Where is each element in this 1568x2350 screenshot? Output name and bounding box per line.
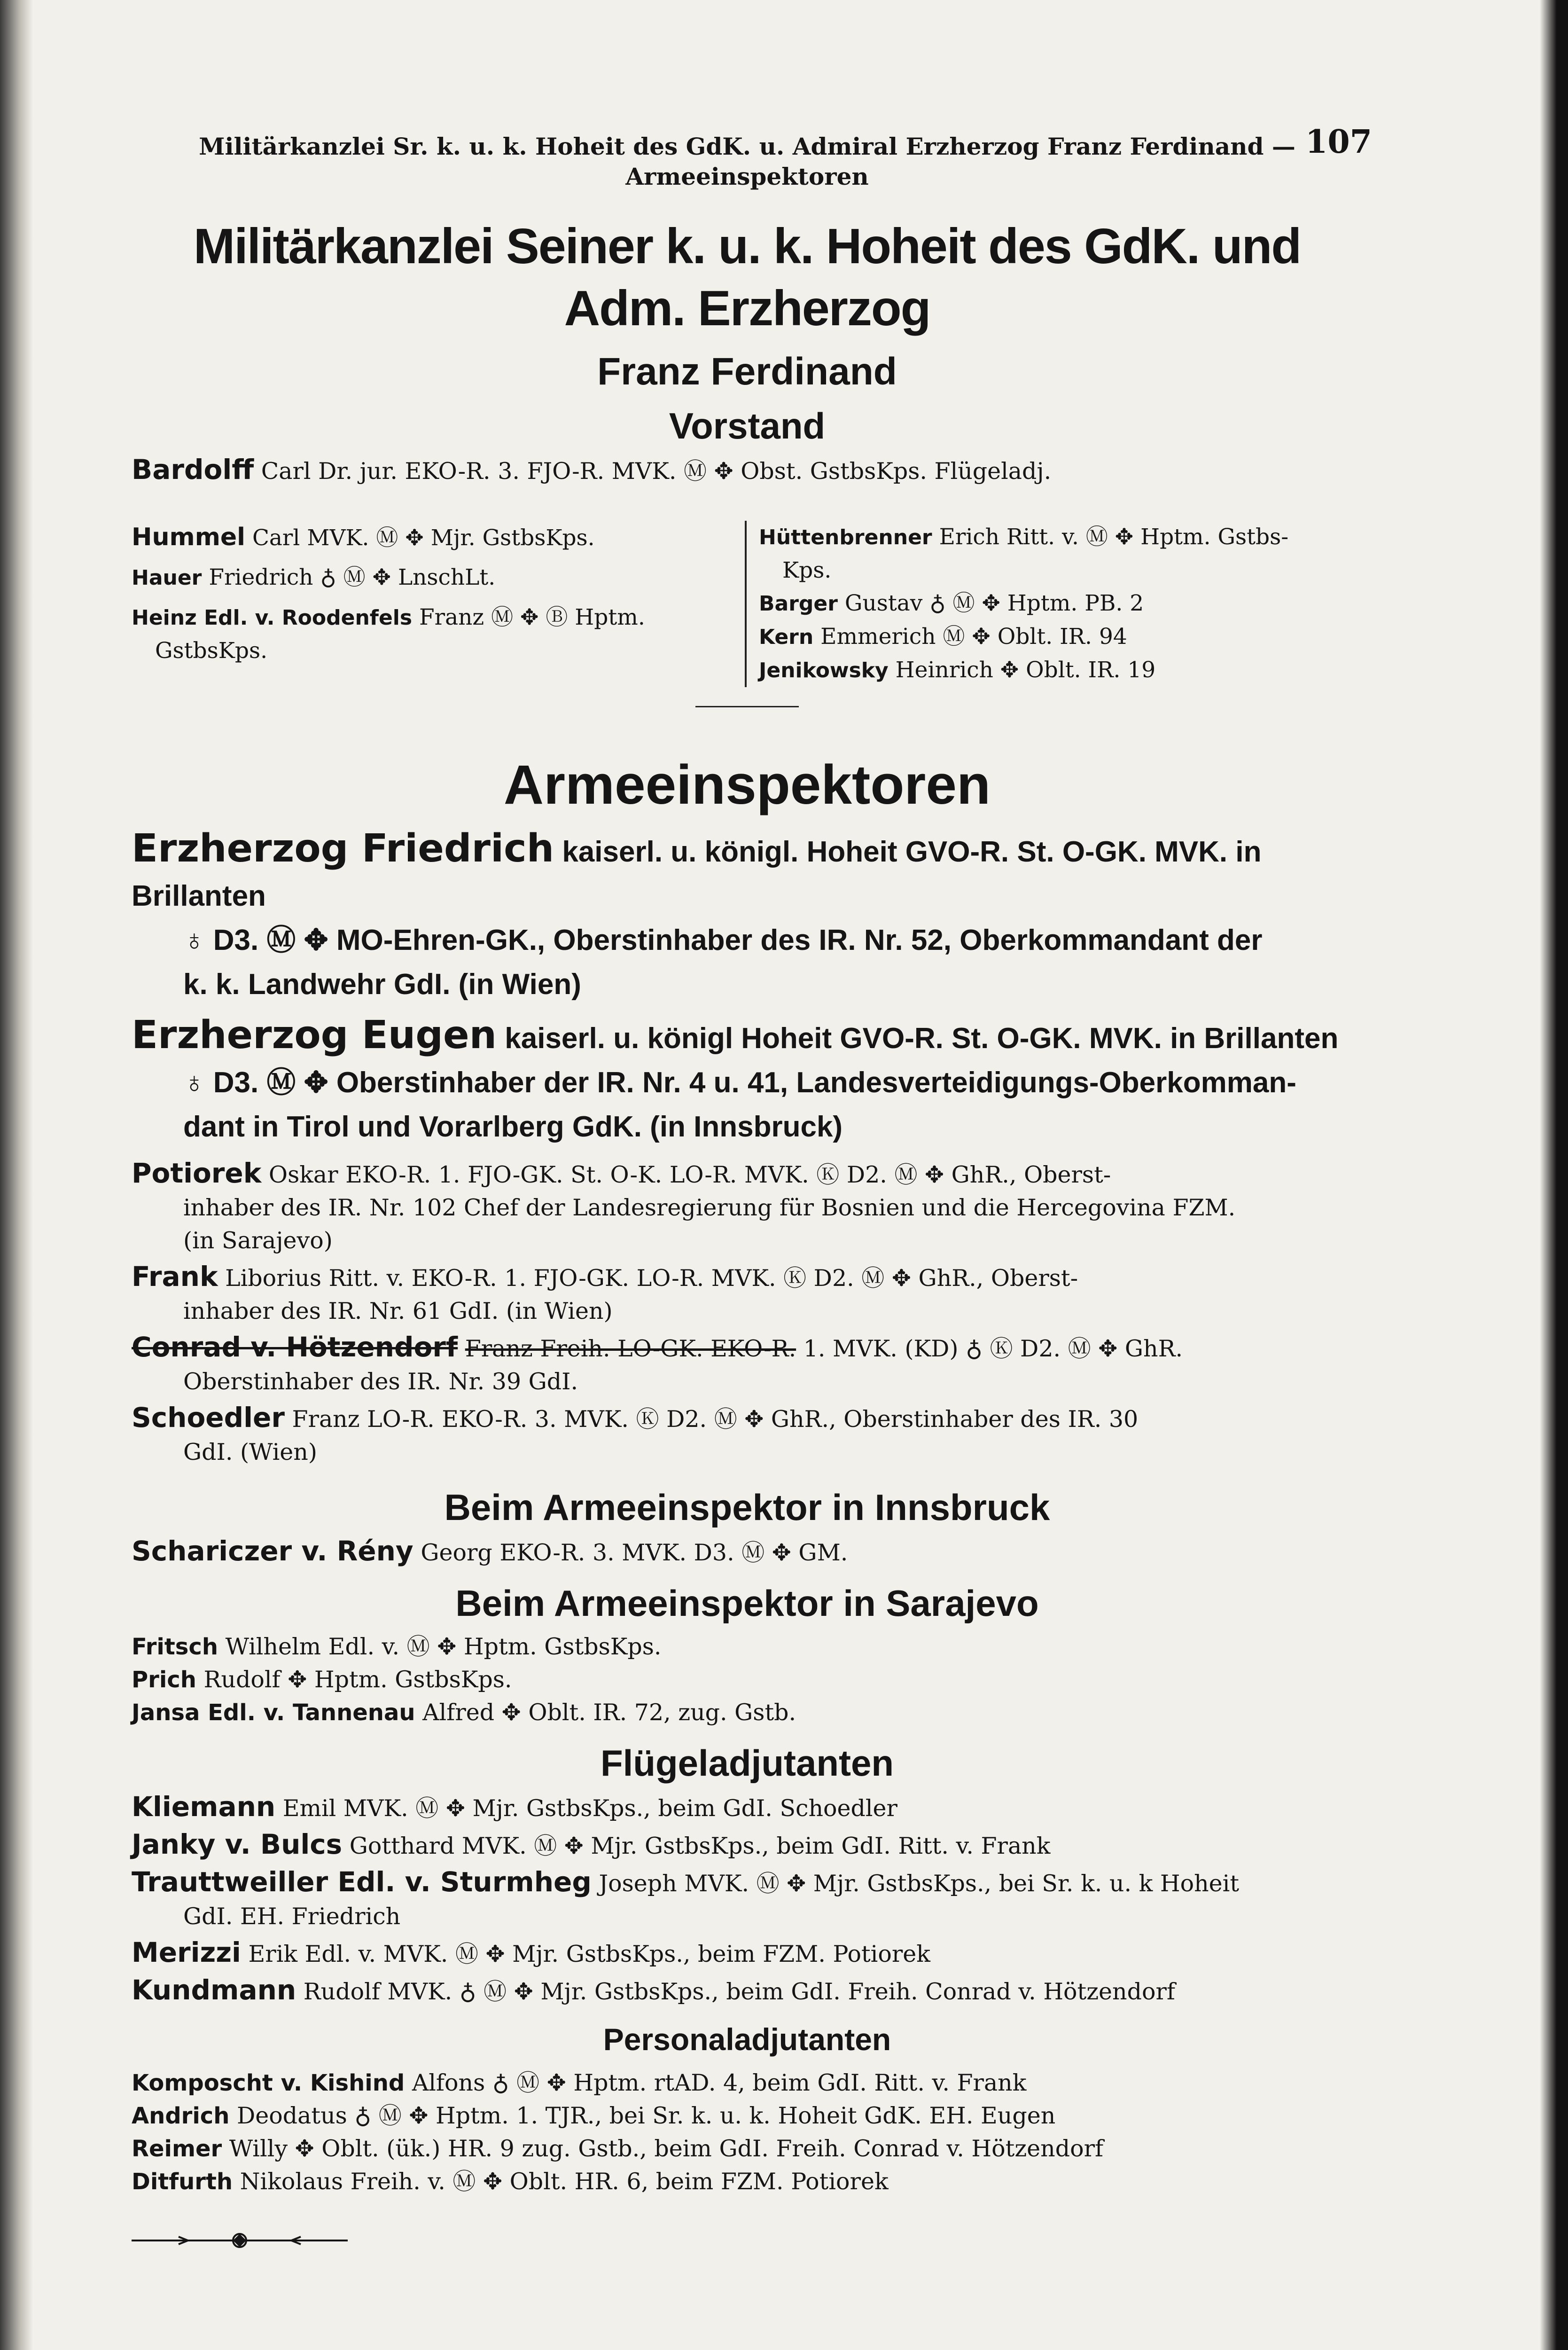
entry-details: 1. MVK. (KD) ♁ Ⓚ D2. Ⓜ ✥ GhR. — [803, 1335, 1183, 1362]
entry-name: Prich — [132, 1667, 196, 1693]
page-title — [132, 215, 1363, 339]
entry-name: Fritsch — [132, 1634, 218, 1660]
list-item — [132, 561, 735, 595]
entry-details: Nikolaus Freih. v. Ⓜ ✥ Oblt. HR. 6, beim FZM. Potiorek — [240, 2168, 889, 2195]
entry-continuation: inhaber des IR. Nr. 102 Chef der Landesregierung für Bosnien und die Hercegovina FZM. — [183, 1194, 1236, 1221]
running-header-line2: Armeeinspektoren — [625, 163, 869, 190]
list-item — [132, 827, 1363, 1007]
entry-name: Erzherzog Eugen — [132, 1013, 497, 1058]
vorstand-heading: Vorstand — [669, 405, 826, 446]
scan-edge-right — [1540, 0, 1568, 2350]
entry-details: Liborius Ritt. v. EKO-R. 1. FJO-GK. LO-R. MVK. Ⓚ D2. Ⓜ ✥ GhR., Oberst- — [225, 1265, 1078, 1292]
section-divider — [695, 706, 799, 707]
entry-name: Kliemann — [132, 1791, 276, 1823]
entry-continuation: GdI. EH. Friedrich — [183, 1903, 401, 1930]
list-item — [132, 2165, 1363, 2198]
page-title-line2: Franz Ferdinand — [597, 350, 897, 393]
entry-details: Carl Dr. jur. EKO-R. 3. FJO-R. MVK. Ⓜ ✥ Obst. GstbsKps. Flügeladj. — [261, 458, 1052, 485]
entry-name: Frank — [132, 1261, 218, 1292]
entry-details: Rudolf MVK. ♁ Ⓜ ✥ Mjr. GstbsKps., beim GdI. Freih. Conrad v. Hötzendorf — [303, 1978, 1176, 2005]
list-item — [132, 1663, 1363, 1696]
entry-name: Trauttweiller Edl. v. Sturmheg — [132, 1866, 592, 1898]
entry-continuation: Kps. — [782, 557, 832, 583]
list-item — [132, 1013, 1363, 1149]
entry-continuation: Oberstinhaber des IR. Nr. 39 GdI. — [183, 1368, 578, 1395]
entry-details: Gustav ♁ Ⓜ ✥ Hptm. PB. 2 — [844, 590, 1144, 616]
entry-name: Jenikowsky — [759, 658, 889, 682]
armeeinspektoren-heading: Armeeinspektoren — [503, 754, 991, 816]
entry-continuation: GstbsKps. — [155, 638, 268, 664]
entry-continuation: (in Sarajevo) — [183, 1227, 333, 1254]
sarajevo-heading: Beim Armeeinspektor in Sarajevo — [455, 1582, 1039, 1624]
list-item — [132, 1535, 1363, 1569]
entry-details: Emmerich Ⓜ ✥ Oblt. IR. 94 — [820, 624, 1127, 650]
entry-name: Heinz Edl. v. Roodenfels — [132, 606, 413, 630]
entry-details: Wilhelm Edl. v. Ⓜ ✥ Hptm. GstbsKps. — [225, 1633, 662, 1660]
entry-details: Rudolf ✥ Hptm. GstbsKps. — [203, 1666, 512, 1693]
vorstand-entry — [132, 453, 1363, 488]
page-title-line1: Militärkanzlei Seiner k. u. k. Hoheit des GdK. und Adm. Erzherzog — [193, 219, 1301, 336]
list-item — [132, 1974, 1363, 2008]
entry-name: Merizzi — [132, 1936, 241, 1968]
staff-columns — [132, 521, 1363, 687]
entry-name: Reimer — [132, 2136, 222, 2162]
entry-details: Emil MVK. Ⓜ ✥ Mjr. GstbsKps., beim GdI. Schoedler — [282, 1795, 897, 1822]
entry-continuation: ♁ D3. Ⓜ ✥ Oberstinhaber der IR. Nr. 4 u. 41, Landesverteidigungs-Oberkomman- — [183, 1066, 1296, 1099]
list-item — [132, 1401, 1363, 1469]
entry-details: Erik Edl. v. MVK. Ⓜ ✥ Mjr. GstbsKps., beim FZM. Potiorek — [248, 1941, 930, 1967]
list-item — [132, 2132, 1363, 2165]
entry-name: Bardolff — [132, 454, 254, 486]
list-item — [759, 620, 1363, 654]
list-item — [759, 521, 1363, 587]
entry-name: Ditfurth — [132, 2169, 233, 2195]
list-item — [132, 1630, 1363, 1663]
entry-name: Hüttenbrenner — [759, 525, 932, 549]
entry-name: Schariczer v. Rény — [132, 1535, 413, 1567]
entry-continuation: ♁ D3. Ⓜ ✥ MO-Ehren-GK., Oberstinhaber des IR. Nr. 52, Oberkommandant der — [183, 924, 1263, 956]
entry-name: Jansa Edl. v. Tannenau — [132, 1700, 415, 1726]
entry-continuation: GdI. (Wien) — [183, 1439, 317, 1465]
entry-details: Deodatus ♁ Ⓜ ✥ Hptm. 1. TJR., bei Sr. k. u. k. Hoheit GdK. EH. Eugen — [237, 2102, 1056, 2129]
entry-details: Willy ✥ Oblt. (ük.) HR. 9 zug. Gstb., beim GdI. Freih. Conrad v. Hötzendorf — [229, 2135, 1104, 2162]
entry-details: Oskar EKO-R. 1. FJO-GK. St. O-K. LO-R. MVK. Ⓚ D2. Ⓜ ✥ GhR., Oberst- — [268, 1161, 1111, 1188]
list-item — [132, 521, 735, 555]
list-item — [132, 1790, 1363, 1825]
list-item — [132, 1865, 1363, 1933]
staff-column-right — [745, 521, 1363, 687]
list-item — [132, 601, 735, 667]
list-item — [759, 587, 1363, 620]
entry-name: Andrich — [132, 2103, 230, 2129]
entry-name: Kundmann — [132, 1974, 296, 2006]
entry-details: Alfons ♁ Ⓜ ✥ Hptm. rtAD. 4, beim GdI. Ritt. v. Frank — [412, 2069, 1027, 2096]
list-item — [132, 2067, 1363, 2099]
innsbruck-heading: Beim Armeeinspektor in Innsbruck — [444, 1487, 1050, 1528]
entry-continuation: k. k. Landwehr GdI. (in Wien) — [183, 968, 581, 1001]
entry-name: Janky v. Bulcs — [132, 1828, 343, 1860]
personaladjutanten-heading: Personaladjutanten — [603, 2022, 891, 2057]
entry-name: Kern — [759, 625, 814, 649]
entry-name: Conrad v. Hötzendorf — [132, 1331, 458, 1363]
entry-continuation: dant in Tirol und Vorarlberg GdK. (in Innsbruck) — [183, 1111, 843, 1143]
entry-details: Heinrich ✥ Oblt. IR. 19 — [895, 657, 1156, 683]
page-number: 107 — [1305, 123, 1372, 161]
entry-name: Erzherzog Friedrich — [132, 826, 554, 871]
entry-details: kaiserl. u. königl Hoheit GVO-R. St. O-GK. MVK. in Brillanten — [505, 1022, 1339, 1055]
end-ornament-icon — [132, 2231, 348, 2250]
list-item — [759, 654, 1363, 687]
fluegeladjutanten-heading: Flügeladjutanten — [601, 1742, 894, 1784]
entry-name: Hauer — [132, 566, 202, 590]
running-header — [132, 123, 1372, 192]
list-item — [132, 1260, 1363, 1328]
entry-details: kaiserl. u. königl. Hoheit GVO-R. St. O-GK. MVK. in Brillanten — [132, 836, 1262, 912]
running-header-line1: Militärkanzlei Sr. k. u. k. Hoheit des GdK. u. Admiral Erzherzog Franz Ferdinand — — [199, 133, 1295, 160]
entry-details: Alfred ✥ Oblt. IR. 72, zug. Gstb. — [422, 1699, 796, 1726]
page — [132, 123, 1372, 2252]
entry-details: Joseph MVK. Ⓜ ✥ Mjr. GstbsKps., bei Sr. k. u. k Hoheit — [599, 1870, 1240, 1897]
entry-name: Komposcht v. Kishind — [132, 2070, 405, 2096]
staff-column-left — [132, 521, 745, 687]
entry-name: Hummel — [132, 523, 245, 551]
entry-details: Erich Ritt. v. Ⓜ ✥ Hptm. Gstbs- — [939, 524, 1289, 550]
entry-name: Potiorek — [132, 1157, 262, 1189]
list-item — [132, 1828, 1363, 1863]
list-item — [132, 2099, 1363, 2132]
entry-details: Friedrich ♁ Ⓜ ✥ LnschLt. — [209, 564, 496, 590]
list-item — [132, 1157, 1363, 1257]
entry-details: Georg EKO-R. 3. MVK. D3. Ⓜ ✥ GM. — [421, 1539, 848, 1566]
entry-details: Carl MVK. Ⓜ ✥ Mjr. GstbsKps. — [252, 525, 595, 551]
scan-edge-left — [0, 0, 33, 2350]
entry-details: Franz LO-R. EKO-R. 3. MVK. Ⓚ D2. Ⓜ ✥ GhR., Oberstinhaber des IR. 30 — [292, 1406, 1139, 1433]
list-item — [132, 1936, 1363, 1971]
entry-name: Barger — [759, 592, 838, 616]
entry-name: Schoedler — [132, 1402, 285, 1434]
struck-text: Franz Freih. LO-GK. EKO-R. — [465, 1335, 796, 1362]
list-item — [132, 1696, 1363, 1729]
entry-continuation: inhaber des IR. Nr. 61 GdI. (in Wien) — [183, 1298, 613, 1324]
entry-details: Gotthard MVK. Ⓜ ✥ Mjr. GstbsKps., beim GdI. Ritt. v. Frank — [349, 1833, 1051, 1859]
list-item — [132, 1331, 1363, 1398]
entry-details: Franz Ⓜ ✥ Ⓑ Hptm. — [419, 604, 645, 630]
